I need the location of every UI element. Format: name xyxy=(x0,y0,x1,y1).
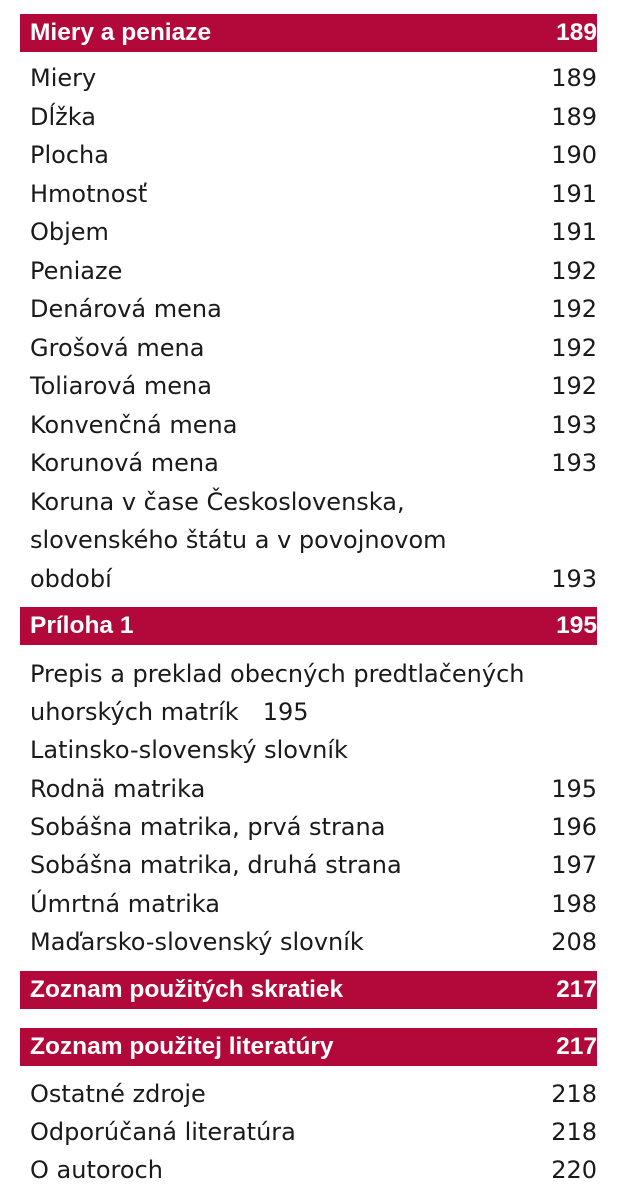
toc-entry[interactable] xyxy=(20,885,597,923)
toc-entry[interactable] xyxy=(20,846,597,884)
section-title: Príloha 1 xyxy=(30,612,134,639)
entry-page: 192 xyxy=(551,334,597,362)
entry-label: Maďarsko-slovenský slovník xyxy=(30,928,364,956)
section-title: Zoznam použitých skratiek xyxy=(30,976,344,1003)
entry-page: 220 xyxy=(551,1156,597,1184)
entry-label: Objem xyxy=(30,218,109,246)
toc-entry[interactable] xyxy=(20,560,597,598)
toc-entry[interactable] xyxy=(20,731,597,769)
entry-label: Dĺžka xyxy=(30,103,96,131)
entry-label-line: Koruna v čase Československa, xyxy=(30,488,405,516)
entry-label: Ostatné zdroje xyxy=(30,1080,206,1108)
entry-page: 193 xyxy=(551,565,597,593)
entry-label: Korunová mena xyxy=(30,449,219,477)
entry-page: 198 xyxy=(551,890,597,918)
toc-entry[interactable] xyxy=(20,1113,597,1151)
entry-page: 189 xyxy=(551,103,597,131)
entry-label: Sobášna matrika, prvá strana xyxy=(30,813,386,841)
entry-label: Odporúčaná literatúra xyxy=(30,1118,296,1146)
entry-page: 192 xyxy=(551,257,597,285)
entry-label: O autoroch xyxy=(30,1156,163,1184)
section-page: 189 xyxy=(556,19,597,46)
entry-label: Toliarová mena xyxy=(30,372,212,400)
entry-page: 193 xyxy=(551,449,597,477)
entry-page: 195 xyxy=(262,698,309,726)
toc-entry[interactable] xyxy=(20,367,597,405)
entry-label: Peniaze xyxy=(30,257,123,285)
entry-label: Grošová mena xyxy=(30,334,205,362)
toc-entry[interactable] xyxy=(20,59,597,97)
toc-section-header[interactable] xyxy=(20,1028,597,1066)
toc-entry[interactable] xyxy=(20,693,597,731)
toc-entry[interactable] xyxy=(20,444,597,482)
toc-entry[interactable] xyxy=(20,98,597,136)
toc-entry[interactable] xyxy=(20,1075,597,1113)
toc-entry[interactable] xyxy=(20,175,597,213)
entry-page: 189 xyxy=(551,64,597,92)
toc-entry[interactable] xyxy=(20,923,597,961)
entry-page: 190 xyxy=(551,141,597,169)
toc-entry-line[interactable] xyxy=(20,655,597,693)
entry-label: Sobášna matrika, druhá strana xyxy=(30,851,402,879)
entry-label: Rodnä matrika xyxy=(30,775,206,803)
section-page: 217 xyxy=(556,976,597,1003)
toc-entry[interactable] xyxy=(20,770,597,808)
entry-label: Plocha xyxy=(30,141,109,169)
entry-page: 208 xyxy=(551,928,597,956)
section-title: Miery a peniaze xyxy=(30,19,212,46)
entry-page: 192 xyxy=(551,295,597,323)
entry-label: Denárová mena xyxy=(30,295,222,323)
entry-page: 218 xyxy=(551,1118,597,1146)
entry-page: 191 xyxy=(551,180,597,208)
entry-page: 218 xyxy=(551,1080,597,1108)
entry-label-line: Prepis a preklad obecných predtlačených xyxy=(30,660,525,688)
toc-entry[interactable] xyxy=(20,808,597,846)
entry-label-line: uhorských matrík xyxy=(30,698,239,726)
entry-label: Konvenčná mena xyxy=(30,411,238,439)
toc-section-header[interactable] xyxy=(20,971,597,1009)
entry-page: 196 xyxy=(551,813,597,841)
entry-page: 193 xyxy=(551,411,597,439)
entry-label: Latinsko-slovenský slovník xyxy=(30,736,348,764)
toc-entry[interactable] xyxy=(20,252,597,290)
toc-section-header[interactable] xyxy=(20,607,597,645)
toc-entry[interactable] xyxy=(20,213,597,251)
section-page: 195 xyxy=(556,612,597,639)
entry-label: Hmotnosť xyxy=(30,180,148,208)
toc-entry[interactable] xyxy=(20,290,597,328)
section-title: Zoznam použitej literatúry xyxy=(30,1033,334,1060)
toc-entry-line[interactable] xyxy=(20,483,597,521)
entry-label: Miery xyxy=(30,64,97,92)
toc-entry-line[interactable] xyxy=(20,521,597,559)
toc-entry[interactable] xyxy=(20,1151,597,1189)
toc-entry[interactable] xyxy=(20,406,597,444)
entry-page: 192 xyxy=(551,372,597,400)
entry-label-line: slovenského štátu a v povojnovom xyxy=(30,526,447,554)
toc-section-header[interactable] xyxy=(20,14,597,52)
toc-entry[interactable] xyxy=(20,329,597,367)
entry-page: 197 xyxy=(551,851,597,879)
entry-label-line: období xyxy=(30,565,112,593)
section-page: 217 xyxy=(556,1033,597,1060)
entry-page: 195 xyxy=(551,775,597,803)
entry-page: 191 xyxy=(551,218,597,246)
toc-entry[interactable] xyxy=(20,136,597,174)
entry-label: Úmrtná matrika xyxy=(30,890,220,918)
